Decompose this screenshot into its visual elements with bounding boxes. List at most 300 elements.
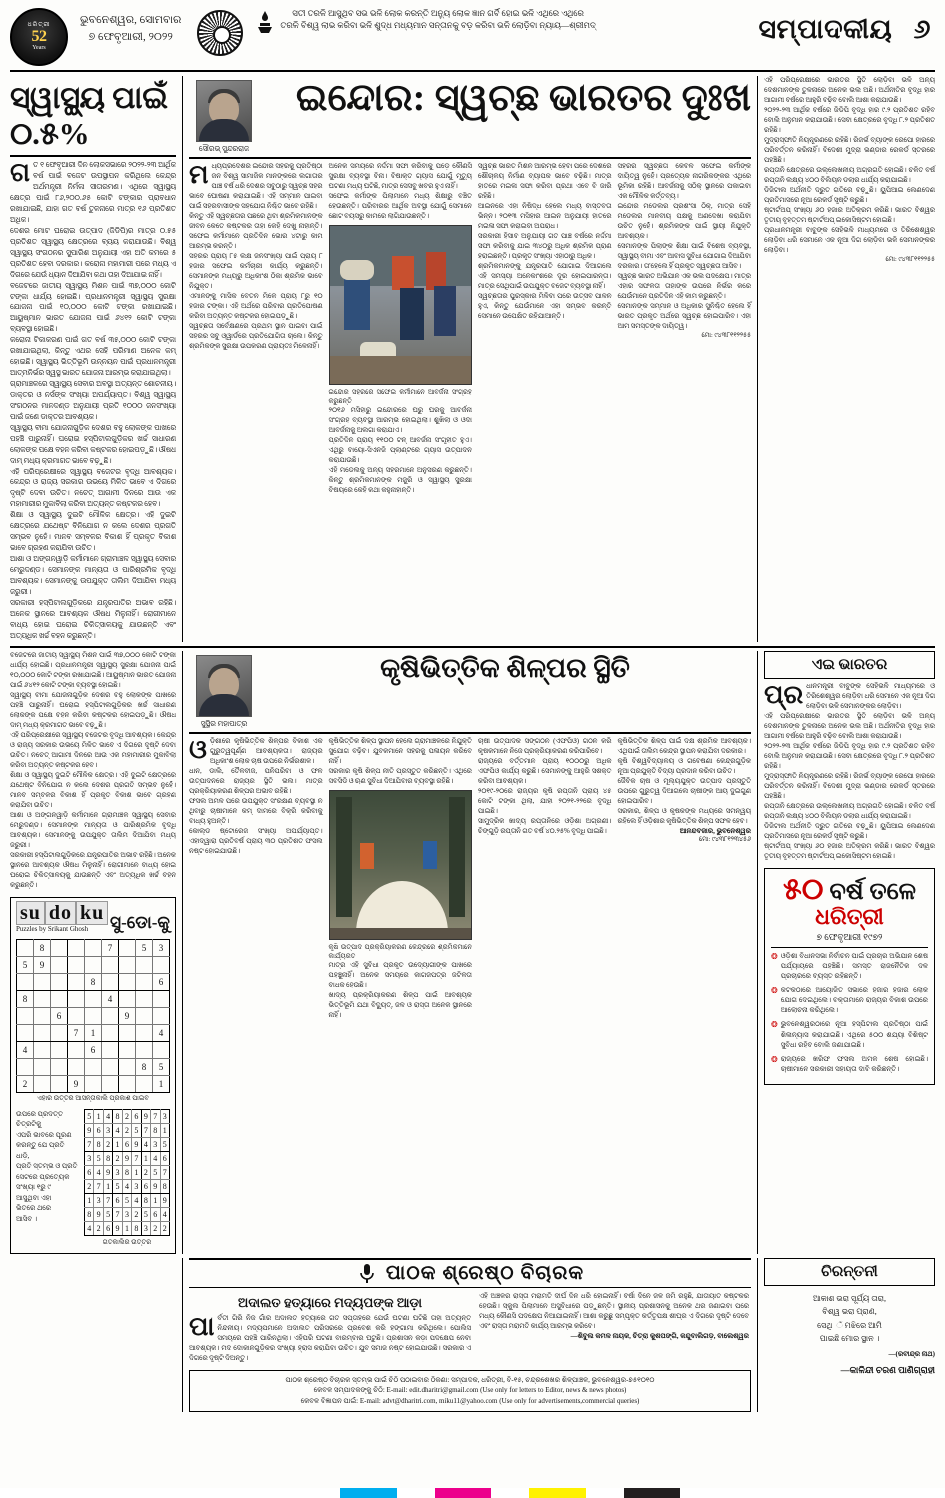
sudoku-sol-cell: 1 [132,1165,141,1179]
editorial-para-8: ଆଶା ଓ ଅଙ୍ଗନୱାଡ଼ି କର୍ମୀମାନେ ଗ୍ରାମାଞ୍ଚଳ ସ୍ୱାସ୍ଥ୍ୟ ସେବାର ମେରୁଦଣ୍ଡ। ସେମାନଙ୍କ ମାନ୍ୟତା ଓ ପାରିଶ୍ରମିକ ବୃଦ୍ଧି ଆବଶ୍ୟକ। ସେମାନଙ୍କୁ ଉପଯୁକ୍ତ ତାଲିମ ଦିଆଯିବା ମଧ୍ୟ ଜରୁରୀ। [10,554,176,596]
sudoku-sol-cell: 3 [103,1123,112,1137]
ei-para-1: ଏହି ପରିପ୍ରେକ୍ଷୀରେ ଭାରତର ସ୍ଥିତି ଲୋଡ଼ିବା ଭଳି ଅନ୍ୟ ଦେଶମାନଙ୍କ ତୁଳନାରେ ଅନେକ ଭଲ ଅଛି। ଅର୍ଥନୀତିର ବୃଦ୍ଧି ହାର ଆଗାମୀ ବର୍ଷରେ ଆହୁରି ବଢ଼ିବ ବୋଲି ଆଶା କରାଯାଉଛି। [764,712,935,740]
sudoku-cell[interactable] [34,1075,51,1092]
sudoku-cell[interactable] [136,1007,153,1024]
sudoku-cell[interactable] [51,1075,68,1092]
sudoku-cell[interactable] [68,990,85,1007]
agri-c1-p1: ଧାନ, ଡାଲି, ତୈଳବୀଜ, ପନିପରିବା ଓ ଫଳ ଉତ୍ପାଦନରେ ରାଜ୍ୟର ସ୍ଥିତି ଭଲ। ମାତ୍ର ପ୍ରକ୍ରିୟାକରଣ ଶିଳ୍ପର ଅଭାବ ରହିଛି। [189,767,323,795]
sudoku-cell[interactable] [136,1075,153,1092]
sudoku-sol-cell: 7 [113,1207,122,1221]
sudoku-sol-cell: 5 [122,1193,131,1207]
ei-para-5: ଡିଜିଟାଲ ଅର୍ଥନୀତି ଦ୍ରୁତ ଗତିରେ ବଢ଼ୁଛି। ୟୁପିଆଇ ଲେଣଦେଣ ପ୍ରତିମାସରେ ନୂଆ ରେକର୍ଡ ସୃଷ୍ଟି କରୁଛି। [764,822,935,840]
sudoku-cell[interactable] [17,939,34,956]
ei-para-2: ୨୦୨୨-୨୩ ଆର୍ଥିକ ବର୍ଷରେ ଜିଡିପି ବୃଦ୍ଧି ହାର ୯.୨ ପ୍ରତିଶତ ରହିବ ବୋଲି ଅନୁମାନ କରାଯାଉଛି। ସେବା କ୍ଷେତ୍ରରେ ବୃଦ୍ଧି ୮.୨ ପ୍ରତିଶତ ରହିଛି। [764,742,935,770]
sudoku-sol-cell: 1 [122,1221,131,1235]
agri-c2-p3: ଖାଦ୍ୟ ପ୍ରକ୍ରିୟାକରଣ ଶିଳ୍ପ ପାଇଁ ଆବଶ୍ୟକ ଭିତ୍ତିଭୂମି ଯଥା ବିଦ୍ୟୁତ୍, ଜଳ ଓ ରାସ୍ତା ଅନେକ ସ୍ଥାନରେ ନାହିଁ। [328,991,472,1019]
sudoku-cell[interactable]: 8 [17,990,34,1007]
sudoku-cell[interactable] [85,1058,102,1075]
sudoku-cell[interactable]: 6 [85,1041,102,1058]
sudoku-sol-cell: 5 [160,1137,170,1151]
sudoku-solution-grid [84,1109,170,1236]
editorial-para-5: ସ୍ୱାସ୍ଥ୍ୟ ବୀମା ଯୋଜନାଗୁଡ଼ିକ ଦେଶର ବହୁ ଲୋକଙ୍କ ପାଖରେ ପହଞ୍ଚି ପାରୁନାହିଁ। ଘରୋଇ ହସ୍ପିଟାଲଗୁଡ଼ିକର ଖର୍ଚ୍ଚ ସାଧାରଣ ଲୋକଙ୍କ ପକ୍ଷେ ବହନ କରିବା କଷ୍ଟକର ହୋଇପଡ଼ୁଛି। ଔଷଧ ଦାମ୍ ମଧ୍ୟ କ୍ରମାଗତ ଭାବେ ବଢ଼ୁଛି। [10,422,176,465]
editorial-headline: ସ୍ୱାସ୍ଥ୍ୟ ପାଇଁ ୦.୫% [10,80,168,151]
editorial-para-7: ଶିକ୍ଷା ଓ ସ୍ୱାସ୍ଥ୍ୟ ଦୁଇଟି ମୌଳିକ କ୍ଷେତ୍ର। ଏହି ଦୁଇଟି କ୍ଷେତ୍ରରେ ଯଥେଷ୍ଟ ବିନିଯୋଗ ନ କଲେ ଦେଶର ପ୍ରଗତି ସମ୍ଭବ ନୁହେଁ। ମାନବ ସମ୍ବଳର ବିକାଶ ହିଁ ପ୍ରକୃତ ବିକାଶ ଭାବେ ଗ୍ରହଣ କରାଯିବା ଉଚିତ। [10,510,176,553]
sudoku-sol-cell: 6 [151,1207,160,1221]
sudoku-sol-cell: 5 [85,1109,94,1123]
readers-header [189,1258,751,1288]
sudoku-cell[interactable] [102,956,119,973]
sudoku-cell[interactable] [119,1041,136,1058]
sudoku-cell[interactable] [34,1041,51,1058]
sudoku-cell[interactable] [136,956,153,973]
poem-line: ପାଇଛି ମୋର ସ୍ଥାନ । [819,1334,880,1344]
sudoku-sol-cell: 9 [151,1179,160,1193]
sudoku-cell[interactable]: 6 [51,1007,68,1024]
editorial-cont-3: ଶିକ୍ଷା ଓ ସ୍ୱାସ୍ଥ୍ୟ ଦୁଇଟି ମୌଳିକ କ୍ଷେତ୍ର। ଏହି ଦୁଇଟି କ୍ଷେତ୍ରରେ ଯଥେଷ୍ଟ ବିନିଯୋଗ ନ କଲେ ଦେଶର ପ୍ରଗତି ସମ୍ଭବ ନୁହେଁ। ମାନବ ସମ୍ବଳର ବିକାଶ ହିଁ ପ୍ରକୃତ ବିକାଶ ଭାବେ ଗ୍ରହଣ କରାଯିବା ଉଚିତ। [10,771,176,809]
bullet-icon: ❂ [771,1020,778,1030]
main-c1-p0: ମଧ୍ୟପ୍ରଦେଶର ଇନ୍ଦୋର ସହରକୁ ପ୍ରତିଷ୍ଠା ଜନ ବିଶ୍ୱ ସାମାଜିକ ମାନଙ୍କରେ ଲଗାତାର ପାଞ୍ଚ ବର୍ଷ ଧରି ଦେଶର ସବୁଠାରୁ ସ୍ୱଚ୍ଛ ସହର ଭାବେ ଘୋଷଣା କରାଯାଇଛି। ଏହି ସମ୍ମାନ ପାଇବା ପାଇଁ ସହରବାସୀଙ୍କ ସହଯୋଗ ନିଶ୍ଚିତ ଭାବେ ରହିଛି। [189,160,323,210]
fifty-years-date: ୭ ଫେବୃଆରୀ ୧୯୭୨ [816,931,883,942]
main-col-2 [329,162,472,496]
sudoku-sol-cell: 2 [141,1165,150,1179]
sudoku-sol-cell: 8 [85,1207,94,1221]
sudoku-sol-cell: 1 [141,1151,150,1165]
sudoku-sol-cell: 4 [122,1179,131,1193]
sudoku-cell[interactable] [51,973,68,990]
right-column [757,76,935,642]
sudoku-cell[interactable]: 2 [17,1075,34,1092]
poem-line: ଆକାଶ ଭରା ସୂର୍ଯ୍ୟ ତାରା, [812,1293,887,1303]
sudoku-sol-cell: 5 [94,1151,103,1165]
sudoku-cell[interactable]: 8 [34,939,51,956]
sudoku-cell[interactable] [119,990,136,1007]
sudoku-sol-cell: 3 [151,1137,160,1151]
right-top-p0: ଏହି ପରିପ୍ରେକ୍ଷୀରେ ଭାରତର ସ୍ଥିତି ଲୋଡ଼ିବା ଭଳି ଅନ୍ୟ ଦେଶମାନଙ୍କ ତୁଳନାରେ ଅନେକ ଭଲ ଅଛି। ଅର୍ଥନୀତିର ବୃଦ୍ଧି ହାର ଆଗାମୀ ବର୍ଷରେ ଆହୁରି ବଢ଼ିବ ବୋଲି ଆଶା କରାଯାଉଛି। [764,77,935,104]
editorial-cont-5: ସରକାରୀ ହସ୍ପିଟାଲଗୁଡ଼ିକରେ ଯନ୍ତ୍ରପାତିର ଅଭାବ ରହିଛି। ଅନେକ ସ୍ଥାନରେ ଆବଶ୍ୟକ ଔଷଧ ମିଳୁନାହିଁ। ରୋଗୀମାନେ ବାଧ୍ୟ ହୋଇ ଘରୋଇ ଚିକିତ୍ସାଳୟକୁ ଯାଉଛନ୍ତି ଏବଂ ଅତ୍ୟଧିକ ଖର୍ଚ୍ଚ ବହନ କରୁଛନ୍ତି। [10,851,176,889]
sudoku-cell[interactable]: 8 [85,973,102,990]
sudoku-sol-cell: 3 [141,1221,150,1235]
agri-col-1 [189,734,323,1021]
sudoku-odia-title: ସୁ-ଡୋ-କୁ [110,912,170,932]
editorial-para-1: ଦେଶର ମୋଟ ଘରୋଇ ଉତ୍ପାଦ (ଜିଡିପି)ର ମାତ୍ର ୦.୫୫ ପ୍ରତିଶତ ସ୍ୱାସ୍ଥ୍ୟ କ୍ଷେତ୍ରରେ ବ୍ୟୟ କରାଯାଉଛି। ବିଶ୍ୱ ସ୍ୱାସ୍ଥ୍ୟ ସଂଗଠନର ସୁପାରିଶ ଅନୁଯାୟୀ ଏହା ଅତି କମରେ ୫ ପ୍ରତିଶତ ହେବା ଦରକାର। କରୋନା ମହାମାରୀ ପରେ ମଧ୍ୟ ଏ ଦିଗରେ ଯେଉଁ ଧ୍ୟାନ ଦିଆଯିବା କଥା ତାହା ଦିଆଯାଇ ନାହିଁ। [10,225,176,279]
sudoku-sol-cell: 5 [141,1207,150,1221]
sudoku-cell[interactable] [34,990,51,1007]
sudoku-sol-cell: 2 [103,1137,112,1151]
ei-para-4: ରପ୍ତାନି କ୍ଷେତ୍ରରେ ଉଲ୍ଲେଖନୀୟ ଅଗ୍ରଗତି ହୋଇଛି। ଚଳିତ ବର୍ଷ ରପ୍ତାନି ଲକ୍ଷ୍ୟ ୪୦୦ ବିଲିୟନ ଡଲାର ଧାର୍ଯ୍ୟ କରାଯାଇଛି। [764,802,935,820]
sudoku-sol-cell: 5 [103,1207,112,1221]
sudoku-cell[interactable] [68,1007,85,1024]
sudoku-cell[interactable] [85,1007,102,1024]
agri-c4-p3: ସରକାର, ଶିଳ୍ପ ଓ କୃଷକଙ୍କ ମଧ୍ୟରେ ସମନ୍ୱୟ ରହିଲେ ହିଁ ଓଡ଼ିଶାର କୃଷିଭିତ୍ତିକ ଶିଳ୍ପ ସଫଳ ହେବ। [617,807,751,825]
sudoku-sol-cell: 3 [132,1179,141,1193]
sudoku-cell[interactable] [85,939,102,956]
sanskrit-line-2: ତରଳି ବିଶ୍ୱ ଲାଭ କରିବା ଭଳି ଶୁଦ୍ଧ ମଧ୍ୟମାନ ସନ୍ତାନକୁ ବଡ଼ କରିବା ଭଳି ଲୋଡ଼ିବା ନ୍ୟାୟ—ଶ୍ରୀମଦ୍ [280,21,596,31]
readers-title: ପାଠକ ଶ୍ରେଷ୍ଠ ବିଚାରକ [385,1261,585,1284]
right-top-p5: ଷ୍ଟାର୍ଟଅପ୍ ସଂଖ୍ୟା ୬୦ ହଜାର ଅତିକ୍ରମ କରିଛି। ଭାରତ ବିଶ୍ୱର ତୃତୀୟ ବୃହତ୍ତମ ଷ୍ଟାର୍ଟଅପ୍ ଇକୋସିଷ୍ଟମ ହୋଇଛି। [764,207,935,224]
agri-sign: ଆନନ୍ଦବଜାର, ଭୁବନେଶ୍ୱର [679,826,751,835]
sudoku-sol-cell: 1 [151,1193,160,1207]
agri-c4-p1: କୃଷି ବିଶ୍ୱବିଦ୍ୟାଳୟ ଓ ଗବେଷଣା କେନ୍ଦ୍ରଗୁଡ଼ିକ ନୂଆ ପ୍ରଯୁକ୍ତି ବିଦ୍ୟା ପ୍ରଦାନ କରିବା ଉଚିତ। [617,757,751,775]
sudoku-cell[interactable] [51,939,68,956]
ei-para-6: ଷ୍ଟାର୍ଟଅପ୍ ସଂଖ୍ୟା ୬୦ ହଜାର ଅତିକ୍ରମ କରିଛି। ଭାରତ ବିଶ୍ୱର ତୃତୀୟ ବୃହତ୍ତମ ଷ୍ଟାର୍ଟଅପ୍ ଇକୋସିଷ୍ଟମ ହୋଇଛି। [764,842,935,860]
poem-line: ସେଥି ଁ ମଝିରେ ଆମି [817,1320,882,1330]
sudoku-sol-cell: 9 [113,1221,122,1235]
print-color-bars [0,1488,945,1498]
sudoku-cell[interactable] [119,1058,136,1075]
logo-years: 52 [31,27,47,45]
main-c3-p4: ସ୍ୱଚ୍ଛତାର ପୁରସ୍କାର ମିଳିବା ପରେ ଉତ୍ସବ ପାଳନ ହୁଏ, କିନ୍ତୁ ଯେଉଁମାନେ ଏହା ସମ୍ଭବ କରନ୍ତି ସେମାନେ ଉପେକ୍ଷିତ ରହିଯାଆନ୍ତି। [477,293,612,320]
editorial-para-9: ସରକାରୀ ହସ୍ପିଟାଲଗୁଡ଼ିକରେ ଯନ୍ତ୍ରପାତିର ଅଭାବ ରହିଛି। ଅନେକ ସ୍ଥାନରେ ଆବଶ୍ୟକ ଔଷଧ ମିଳୁନାହିଁ। ରୋଗୀମାନେ ବାଧ୍ୟ ହୋଇ ଘରୋଇ ଚିକିତ୍ସାଳୟକୁ ଯାଉଛନ୍ତି ଏବଂ ଅତ୍ୟଧିକ ଖର୍ଚ୍ଚ ବହନ କରୁଛନ୍ତି। [10,597,176,640]
author-name: ସୌରଭ୍‌ ସୁନ୍ଦରରାଜ [198,144,250,153]
sudoku-cell[interactable] [102,1041,119,1058]
right-lower-column [757,651,935,1254]
sudoku-cell[interactable]: 5 [136,939,153,956]
sudoku-sol-cell: 2 [94,1221,103,1235]
fifty-years-label: ବର୍ଷ ତଳେ [829,878,916,905]
masthead [10,6,935,72]
letter-1-text: ପାର୍ବତୀ ଗିରି ନିଜ ଗାଁର ଅଦାଲତ ହତ୍ୟାରେ ଗତ ସପ୍ତାହରେ ଯେଉଁ ଘଟଣା ଘଟିଛି ତାହା ଅତ୍ୟନ୍ତ ନିନ୍ଦନୀୟ। ମଦ୍ୟପମାନେ ଅଦାଲତ ପରିସରରେ ପ୍ରବେଶ କରି ହଙ୍ଗାମା କରିଥିଲେ। ପୋଲିସ ସମୟରେ ପହଞ୍ଚି ପାରିନଥିଲା। ଏହିପରି ଘଟଣା ବାରମ୍ବାର ଘଟୁଛି। ପ୍ରଶାସନ କଡ଼ା ପଦକ୍ଷେପ ନେବା ଆବଶ୍ୟକ। ମଦ ଦୋକାନଗୁଡ଼ିକର ସଂଖ୍ୟା ହ୍ରାସ କରାଯିବା ଉଚିତ। ଯୁବ ସମାଜ ନଷ୍ଟ ହୋଇଯାଉଛି। ସରକାର ଏ ଦିଗରେ ଦୃଷ୍ଟି ଦିଅନ୍ତୁ। [189,1311,471,1362]
sudoku-rule-line: ଉପରେ ପ୍ରଦତ୍ତ ଚିତ୍ରଟିକୁ [16,1109,63,1129]
main-c1-p1: କିନ୍ତୁ ଏହି ସ୍ୱଚ୍ଛତାର ପଛରେ ଥିବା ଶ୍ରମିକମାନଙ୍କ ଜୀବନ କେତେ କଷ୍ଟକର ତାହା କେହି ଦେଖୁ ନାହାନ୍ତି। ସଫେଇ କର୍ମୀମାନେ ପ୍ରତିଦିନ ଭୋର ୪ଟାରୁ କାମ ଆରମ୍ଭ କରନ୍ତି। [189,213,323,250]
sudoku-cell[interactable] [153,956,170,973]
sudoku-cell[interactable] [68,1041,85,1058]
letter-2-sign: —ଶିବୁଲ କମଳ ନାୟକ, ଚିତ୍ରା କୁଶପଙ୍ଗି, କନ୍ଦୁବାଲିଗଡ଼, ବାଲେଶ୍ୱର [570,1331,749,1340]
sudoku-sol-cell: 7 [94,1179,103,1193]
editorial-cont-2: ଏହି ପରିପ୍ରେକ୍ଷୀରେ ସ୍ୱାସ୍ଥ୍ୟ ବଜେଟର ବୃଦ୍ଧି ଆବଶ୍ୟକ। କେନ୍ଦ୍ର ଓ ରାଜ୍ୟ ସରକାର ଉଭୟେ ମିଳିତ ଭାବେ ଏ ଦିଗରେ ଦୃଷ୍ଟି ଦେବା ଉଚିତ। ନଚେତ୍ ଆଗାମୀ ଦିନରେ ଆଉ ଏକ ମହାମାରୀର ମୁକାବିଲା କରିବା ଅତ୍ୟନ୍ତ କଷ୍ଟକର ହେବ। [10,731,176,769]
sudoku-cell[interactable] [119,956,136,973]
logo-brand: ଧରିତ୍ରୀ [27,22,51,29]
sudoku-cell[interactable]: 4 [17,1041,34,1058]
agri-c4-p2: ଜୈବିକ ଚାଷ ଓ ମୂଲ୍ୟଯୁକ୍ତ ଉତ୍ପାଦ ପ୍ରସ୍ତୁତି ଉପରେ ଗୁରୁତ୍ୱ ଦିଆଗଲେ ଚାଷୀଙ୍କ ଆୟ ଦୁଇଗୁଣ ହୋଇପାରିବ। [617,777,751,805]
sudoku-cell[interactable] [119,1024,136,1041]
sudoku-cell[interactable] [51,1058,68,1075]
agri-c2-p1: ସରକାର କୃଷି ଶିଳ୍ପ ନୀତି ପ୍ରସ୍ତୁତ କରିଛନ୍ତି। ଏଥିରେ ସବସିଡି ଓ ଋଣ ସୁବିଧା ଦିଆଯିବାର ବ୍ୟବସ୍ଥା ରହିଛି। [328,767,472,785]
agri-contact: ମୋ: ୯୪୩୮୧୨୩୪୫୬ [698,835,751,843]
sudoku-sol-cell: 4 [103,1109,112,1123]
microphone-icon [356,1262,378,1284]
sudoku-cell[interactable]: 9 [68,1075,85,1092]
main-c4-p2: ସେମାନଙ୍କ ପିଲାଙ୍କ ଶିକ୍ଷା ପାଇଁ ବିଶେଷ ବ୍ୟବସ୍ଥା, ସ୍ୱାସ୍ଥ୍ୟ ବୀମା ଏବଂ ଆବାସ ସୁବିଧା ଯୋଗାଇ ଦିଆଯିବା ଦରକାର। ତା'ହେଲେ ହିଁ ପ୍ରକୃତ ସ୍ୱଚ୍ଛତା ଆସିବ। [617,243,751,270]
sudoku-sol-cell: 5 [151,1165,160,1179]
editorial-cont-4: ଆଶା ଓ ଅଙ୍ଗନୱାଡ଼ି କର୍ମୀମାନେ ଗ୍ରାମାଞ୍ଚଳ ସ୍ୱାସ୍ଥ୍ୟ ସେବାର ମେରୁଦଣ୍ଡ। ସେମାନଙ୍କ ମାନ୍ୟତା ଓ ପାରିଶ୍ରମିକ ବୃଦ୍ଧି ଆବଶ୍ୟକ। ସେମାନଙ୍କୁ ଉପଯୁକ୍ତ ତାଲିମ ଦିଆଯିବା ମଧ୍ୟ ଜରୁରୀ। [10,811,176,849]
main-article-contact: ମୋ: ୯୪୩୮୧୧୨୨୫୫ [701,332,751,339]
editorial-para-4: ଗ୍ରାମାଞ୍ଚଳରେ ସ୍ୱାସ୍ଥ୍ୟ ସେବାର ଅବସ୍ଥା ଅତ୍ୟନ୍ତ ଶୋଚନୀୟ। ଡାକ୍ତର ଓ ନର୍ସଙ୍କ ସଂଖ୍ୟା ଅପର୍ଯ୍ୟାପ୍ତ। ବିଶ୍ୱ ସ୍ୱାସ୍ଥ୍ୟ ସଂଗଠନର ମାନଦଣ୍ଡ ଅନୁଯାୟୀ ପ୍ରତି ୧୦୦୦ ଜନସଂଖ୍ୟା ପାଇଁ ଜଣେ ଡାକ୍ତର ଆବଶ୍ୟକ। [10,379,176,421]
sudoku-cell[interactable] [102,1007,119,1024]
agri-author-name: ସୁସ୍ଥିର ମହାପାତ୍ର [200,718,248,728]
sudoku-cell[interactable] [102,1075,119,1092]
sudoku-sol-cell: 1 [103,1179,112,1193]
sudoku-cell[interactable] [17,973,34,990]
sudoku-rule-line: ଆସିବ । [16,1214,38,1223]
sudoku-rule-line: କରନ୍ତୁ ଯେ ପ୍ରତି ଧାଡ଼ି, [16,1141,65,1160]
agri-c2-p2: ମାତ୍ର ଏହି ସୁବିଧା ପ୍ରକୃତ ଉଦ୍ୟୋଗୀଙ୍କ ପାଖରେ ପହଞ୍ଚୁନାହିଁ। ଅନେକ ସମୟରେ କାଗଜପତ୍ର ଜଟିଳତା ବାଧକ ହେଉଛି। [328,961,472,989]
letter-2-text: ଏହି ଅଞ୍ଚଳର ରାସ୍ତା ମରାମତି ଦୀର୍ଘ ଦିନ ଧରି ହୋଇନାହିଁ। ବର୍ଷା ଦିନେ ଜଳ ଜମି ରହୁଛି, ଯାତାୟାତ କଷ୍ଟକର ହେଉଛି। ସ୍କୁଲ ପିଲାମାନେ ଅସୁବିଧାରେ ପଡ଼ୁଛନ୍ତି। ସ୍ଥାନୀୟ ପ୍ରଶାସନକୁ ଅନେକ ଥର ଜଣାଇବା ପରେ ମଧ୍ୟ କୌଣସି ପଦକ୍ଷେପ ନିଆଯାଇନାହିଁ। ଆଶା କରୁଛୁ ସମ୍ପୃକ୍ତ କର୍ତ୍ତୃପକ୍ଷ ଶୀଘ୍ର ଏ ଦିଗରେ ଦୃଷ୍ଟି ଦେବେ ଏବଂ ରାସ୍ତା ମରାମତି କାର୍ଯ୍ୟ ଆରମ୍ଭ କରିବେ। [479,1292,749,1330]
sudoku-solution-label: ଗତକାଲିର ଉତ୍ତର [102,1238,152,1246]
sudoku-sol-cell: 6 [94,1123,103,1137]
sudoku-cell[interactable] [119,1075,136,1092]
sudoku-cell[interactable] [153,1007,170,1024]
sudoku-cell[interactable]: 9 [34,956,51,973]
sudoku-cell[interactable] [153,990,170,1007]
sudoku-cell[interactable] [51,1024,68,1041]
sudoku-cell[interactable] [102,1024,119,1041]
editorial-para-6: ଏହି ପରିପ୍ରେକ୍ଷୀରେ ସ୍ୱାସ୍ଥ୍ୟ ବଜେଟର ବୃଦ୍ଧି ଆବଶ୍ୟକ। କେନ୍ଦ୍ର ଓ ରାଜ୍ୟ ସରକାର ଉଭୟେ ମିଳିତ ଭାବେ ଏ ଦିଗରେ ଦୃଷ୍ଟି ଦେବା ଉଚିତ। ନଚେତ୍ ଆଗାମୀ ଦିନରେ ଆଉ ଏକ ମହାମାରୀର ମୁକାବିଲା କରିବା ଅତ୍ୟନ୍ତ କଷ୍ଟକର ହେବ। [10,466,176,509]
sudoku-sol-cell: 7 [141,1123,150,1137]
sudoku-logo-ku: ku [76,901,108,925]
ei-para-3: ମୁଦ୍ରାସ୍ଫୀତି ନିୟନ୍ତ୍ରଣରେ ରହିଛି। ରିଜର୍ଭ ବ୍ୟାଙ୍କ ରେପୋ ହାରରେ ପରିବର୍ତ୍ତନ କରିନାହିଁ। ବିଦେଶୀ ମୁଦ୍ରା ଭଣ୍ଡାର ରେକର୍ଡ ସ୍ତରରେ ପହଞ୍ଚିଛି। [764,772,935,800]
sudoku-sol-cell: 1 [113,1137,122,1151]
sudoku-cell[interactable]: 4 [153,1024,170,1041]
agri-c3-p2: ୨୦୧୯-୨୦ରେ ରାଜ୍ୟର କୃଷି ରପ୍ତାନି ପ୍ରାୟ ୪୫ କୋଟି ଟଙ୍କା ଥିଲା, ଯାହା ୨୦୨୧-୨୨ରେ ବୃଦ୍ଧି ପାଇଛି। [477,787,612,815]
sudoku-cell[interactable] [34,973,51,990]
sudoku-cell[interactable] [102,1058,119,1075]
sanskrit-line-1: ସତୀ ତରଳି ଆସୁଥିବ ସଭ ଭଳି ଲୋକ କରନ୍ତି ଅନ୍ୟୁ ଲୋକ ଜ୍ଞାନ ଗର୍ବି ହୋଇ ଭଳି ଏଥିରେ ଏଥିରେ [292,9,584,18]
dateline [68,6,191,45]
readers-section [182,1258,757,1413]
poem-attrib-2: —କାଳିନ୍ଦୀ ଚରଣ ପାଣିଗ୍ରାହୀ [840,1364,935,1375]
sudoku-cell[interactable] [34,1058,51,1075]
sudoku-cell[interactable]: 6 [153,973,170,990]
main-c2-p4: ଏହି ମଡେଲକୁ ଅନ୍ୟ ସହରମାନେ ଅନୁସରଣ କରୁଛନ୍ତି। କିନ୍ତୁ ଶ୍ରମିକମାନଙ୍କ ମଜୁରି ଓ ସ୍ୱାସ୍ଥ୍ୟ ସୁରକ୍ଷା ବିଷୟରେ କେହି କଥା କହୁନାହାନ୍ତି। [328,467,472,495]
dateline-place: ଭୁବନେଶ୍ୱର, ସୋମବାର [80,14,182,26]
sudoku-cell[interactable] [136,973,153,990]
main-c3-p0: ସ୍ୱଚ୍ଛ ଭାରତ ମିଶନ ଆରମ୍ଭ ହେବା ପରେ ଦେଶରେ ଶୌଚାଳୟ ନିର୍ମାଣ ବ୍ୟାପକ ଭାବେ ବଢ଼ିଛି। ମାତ୍ର ହାତରେ ମଇଳା ସଫା କରିବା ପ୍ରଥା ଏବେ ବି ଜାରି ରହିଛି। [477,163,612,200]
letter-1-title: ଅଦାଲତ ହତ୍ୟାରେ ମଦ୍ୟପଙ୍କ ଆଡ଼ା [237,1294,423,1310]
sudoku-cell[interactable] [68,956,85,973]
contact-line-email-ads[interactable]: କେବଳ ବିଜ୍ଞାପନ ପାଇଁ: E-mail: advt@dharitri.com, miku11@yahoo.com (Use only for advertisements,commercial queries) [300,1397,640,1406]
main-col-4 [617,162,751,496]
sudoku-rules [16,1109,78,1247]
contact-line-email-editor[interactable]: କେବଳ ସମ୍ପାଦକଙ୍କୁ ଚିଠି: E-mail: edit.dharitri@gmail.com (Use only for letters to Editor, news & news photos) [313,1386,627,1395]
author-block [189,76,259,154]
sudoku-sol-cell: 4 [160,1207,170,1221]
sudoku-sol-cell: 6 [141,1179,150,1193]
sudoku-cell[interactable] [17,1058,34,1075]
right-top-p1: ୨୦୨୨-୨୩ ଆର୍ଥିକ ବର୍ଷରେ ଜିଡିପି ବୃଦ୍ଧି ହାର ୯.୨ ପ୍ରତିଶତ ରହିବ ବୋଲି ଅନୁମାନ କରାଯାଉଛି। ସେବା କ୍ଷେତ୍ରରେ ବୃଦ୍ଧି ୮.୨ ପ୍ରତିଶତ ରହିଛି। [764,107,935,134]
sudoku-sol-cell: 2 [151,1221,160,1235]
fifty-years-heading [771,872,928,929]
agri-col-2 [329,737,472,1021]
sudoku-cell[interactable]: 3 [153,939,170,956]
agri-photo-caption: କୃଷି ଉତ୍ପାଦ ପ୍ରକ୍ରିୟାକରଣ କେନ୍ଦ୍ରରେ ଶ୍ରମିକମାନେ କାର୍ଯ୍ୟରତ [328,943,472,960]
main-c3-p2: ସରକାରୀ ହିସାବ ଅନୁଯାୟୀ ଗତ ପାଞ୍ଚ ବର୍ଷରେ ନର୍ଦ୍ଦମା ସଫା କରିବାକୁ ଯାଇ ୩୪୦ରୁ ଅଧିକ ଶ୍ରମିକ ପ୍ରାଣ ହରାଇଛନ୍ତି। ପ୍ରକୃତ ସଂଖ୍ୟା ଏହାଠାରୁ ଅଧିକ। [477,233,612,260]
main-article-photo [329,225,472,385]
sudoku-cell[interactable] [68,939,85,956]
main-article [182,76,757,642]
ei-bharatara-title: ଏଇ ଭାରତର [811,656,888,673]
sudoku-cell[interactable] [17,1007,34,1024]
right-top-contact: ମୋ: ୯୪୩୮୧୧୨୨୫୫ [885,256,935,263]
ei-para-0: ପ୍ରଧାନମନ୍ତ୍ରୀ ବାବୁଙ୍କ ସେହିଭଳି ମାଧ୍ୟମରେ ଓ ତିରିଶେଶ୍ୱର ଲୋଡ଼ିବା ଧରି ସେମାନେ ଏକ ନୂଆ ଦିଗ ଲୋଡ଼ିବା ଭଳି ସେମାନଙ୍କର ଲୋଡ଼ିବା। [764,679,935,710]
sudoku-cell[interactable] [136,990,153,1007]
sudoku-sol-cell: 8 [132,1221,141,1235]
sudoku-cell[interactable] [85,956,102,973]
main-col-3 [478,162,612,496]
agri-c1-p0: ଓଡ଼ିଶାରେ କୃଷିଭିତ୍ତିକ ଶିଳ୍ପର ବିକାଶ ଏକ ଗୁରୁତ୍ୱପୂର୍ଣ୍ଣ ଆବଶ୍ୟକତା। ରାଜ୍ୟର ଅଧିକାଂଶ ଲୋକ ଚାଷ ଉପରେ ନିର୍ଭରଶୀଳ। [189,734,323,765]
sudoku-cell[interactable]: 9 [119,1007,136,1024]
sudoku-note: ଏହାର ଉତ୍ତର ଆସନ୍ତାକାଲି ପ୍ରକାଶ ପାଇବ [37,1094,149,1102]
sudoku-cell[interactable] [136,1024,153,1041]
sudoku-cell[interactable] [68,1058,85,1075]
right-top-p6: ପ୍ରଧାନମନ୍ତ୍ରୀ ବାବୁଙ୍କ ସେହିଭଳି ମାଧ୍ୟମରେ ଓ ତିରିଶେଶ୍ୱର ଲୋଡ଼ିବା ଧରି ସେମାନେ ଏକ ନୂଆ ଦିଗ ଲୋଡ଼ିବା ଭଳି ସେମାନଙ୍କର ଲୋଡ଼ିବା। [764,227,935,254]
sudoku-sol-cell: 4 [94,1165,103,1179]
sudoku-cell[interactable]: 1 [85,1024,102,1041]
editorial-column [10,76,182,642]
author-photo [196,80,252,142]
section-title-text: ସମ୍ପାଦକୀୟ [758,14,893,44]
dharitri-logo [10,8,68,66]
sudoku-sol-cell: 2 [122,1123,131,1137]
main-c3-p1: ଆଇନରେ ଏହା ନିଷିଦ୍ଧ ହେଲେ ମଧ୍ୟ ବାସ୍ତବତା ଭିନ୍ନ। ୨୦୧୩ ମସିହାର ଆଇନ ଅନୁଯାୟୀ ହାତରେ ମଇଳା ସଫା କରାଇବା ଅପରାଧ। [477,203,612,230]
agri-c3-p3: ସାମୁଦ୍ରିକ ଖାଦ୍ୟ ରପ୍ତାନିରେ ଓଡ଼ିଶା ଅଗ୍ରଣୀ। ଚିଙ୍ଗୁଡ଼ି ରପ୍ତାନି ଗତ ବର୍ଷ ୪୦.୨୫% ବୃଦ୍ଧି ପାଇଛି। [477,817,612,835]
sudoku-cell[interactable] [17,1024,34,1041]
editorial-para-2: ବଜେଟରେ ଜାତୀୟ ସ୍ୱାସ୍ଥ୍ୟ ମିଶନ ପାଇଁ ୩୭,୦୦୦ କୋଟି ଟଙ୍କା ଧାର୍ଯ୍ୟ ହୋଇଛି। ପ୍ରଧାନମନ୍ତ୍ରୀ ସ୍ୱାସ୍ଥ୍ୟ ସୁରକ୍ଷା ଯୋଜନା ପାଇଁ ୧୦,୦୦୦ କୋଟି ଟଙ୍କା ରଖାଯାଇଛି। ଆୟୁଷ୍ମାନ ଭାରତ ଯୋଜନା ପାଇଁ ୬୪୧୨ କୋଟି ଟଙ୍କା ବ୍ୟବସ୍ଥା ହୋଇଛି। [10,280,176,334]
sudoku-sol-cell: 9 [160,1193,170,1207]
poem-line: ବିଶ୍ୱ ଭରା ପ୍ରାଣ, [822,1307,877,1317]
contact-line: ପାଠକ ଶ୍ରେଷ୍ଠ ବିଚାରକ ସ୍ତମ୍ଭ ପାଇଁ ଚିଠି ପଠାଇବାର ଠିକଣା: ସମ୍ପାଦକ, ଧରିତ୍ରୀ, ବି-୧୫, ଚନ୍ଦ୍ରଶେଖର ଶିଳ୍ପାଞ୍ଚଳ, ଭୁବନେଶ୍ୱର-୭୫୧୦୧୦ [285,1375,655,1384]
agri-col-4 [617,737,751,1021]
sudoku-sol-cell: 7 [132,1151,141,1165]
sudoku-cell[interactable] [51,956,68,973]
sudoku-cell[interactable] [153,1041,170,1058]
sudoku-sol-cell: 3 [113,1165,122,1179]
sudoku-sol-cell: 9 [94,1207,103,1221]
chirantani-box [764,1258,935,1286]
main-c2-p1: ସଫେଇ କର୍ମୀଙ୍କ ପିଲାମାନେ ମଧ୍ୟ ଶିକ୍ଷାରୁ ବଞ୍ଚିତ ହେଉଛନ୍ତି। ପରିବାରର ଆର୍ଥିକ ଅବସ୍ଥା ଯୋଗୁଁ ସେମାନେ ଛୋଟ ବୟସରୁ କାମରେ ଲାଗିଯାଉଛନ୍ତି। [328,193,472,220]
sudoku-cell[interactable] [34,1007,51,1024]
sudoku-cell[interactable] [85,990,102,1007]
agri-headline: କୃଷିଭିତ୍ତିକ ଶିଳ୍ପର ସ୍ଥିତି [380,652,630,683]
main-c3-p3: ଶ୍ରମିକମାନଙ୍କୁ ଯନ୍ତ୍ରପାତି ଯୋଗାଇ ଦିଆଗଲେ ଏହି ସମସ୍ୟା ଅନେକାଂଶରେ ଦୂର ହୋଇପାରନ୍ତା। ମାତ୍ର ସେଥିପାଇଁ ଉପଯୁକ୍ତ ବଜେଟ ବ୍ୟବସ୍ଥା ନାହିଁ। [477,263,612,290]
sudoku-cell[interactable] [34,1024,51,1041]
fifty-years-item: କଟକଠାରେ ଆୟୋଜିତ ସଭାରେ ହଜାର ହଜାର ଲୋକ ଯୋଗ ଦେଇଥିଲେ। ବକ୍ତାମାନେ ରାଜ୍ୟର ବିକାଶ ଉପରେ ଆଲୋଚନା କରିଥିଲେ। [780,985,928,1015]
left-lower-column [10,651,182,1254]
sudoku-sol-cell: 2 [122,1109,131,1123]
sudoku-rule-line: ଏପରି ଭାବରେ ପୂରଣ [16,1130,72,1139]
sudoku-sol-cell: 9 [132,1137,141,1151]
sudoku-cell[interactable]: 1 [153,1075,170,1092]
sudoku-cell[interactable] [119,939,136,956]
agri-c4-p0: କୃଷିଭିତ୍ତିକ ଶିଳ୍ପ ପାଇଁ ଦକ୍ଷ ଶ୍ରମିକ ଆବଶ୍ୟକ। ଏଥିପାଇଁ ତାଲିମ କେନ୍ଦ୍ର ସ୍ଥାପନ କରାଯିବା ଦରକାର। [617,737,751,755]
sudoku-sol-cell: 3 [94,1193,103,1207]
sudoku-cell[interactable] [68,973,85,990]
sudoku-widget [10,897,176,1254]
main-col-1 [189,162,323,496]
sudoku-cell[interactable] [51,990,68,1007]
sudoku-cell[interactable]: 4 [102,990,119,1007]
fifty-years-item: ରାଜ୍ୟରେ ଖରିଫ ଫସଲ ଅମଳ ଶେଷ ହୋଇଛି। ଚାଷୀମାନେ ସରକାରୀ ସହାୟତା ଦାବି କରିଛନ୍ତି। [780,1054,928,1073]
fifty-years-ago-box [764,868,935,1086]
main-headline: ଇନ୍ଦୋର: ସ୍ୱଚ୍ଛ ଭାରତର ଦୁଃଖ [295,77,751,119]
sudoku-rule-line: ଆସୁଥିବା ଏହା [16,1193,52,1202]
bottom-left-spacer [10,1258,182,1413]
sudoku-cell[interactable] [85,1075,102,1092]
main-c1-p4: ସ୍ୱଚ୍ଛତା ସର୍ବେକ୍ଷଣରେ ପ୍ରଥମ ସ୍ଥାନ ପାଇବା ପାଇଁ ସହରର ସବୁ ଓ୍ୱାର୍ଡରେ ପ୍ରତିଯୋଗିତା ଚାଲେ। କିନ୍ତୁ ଶ୍ରମିକଙ୍କ ସୁରକ୍ଷା ଉପକରଣ ପ୍ରାୟତଃ ମିଳେନାହିଁ। [189,323,323,350]
main-c1-p2: ସହରର ପ୍ରାୟ ୮୫ ଲକ୍ଷ ଜନସଂଖ୍ୟା ପାଇଁ ପ୍ରାୟ ୮ ହଜାର ସଫେଇ କର୍ମଚାରୀ କାର୍ଯ୍ୟ କରୁଛନ୍ତି। ସେମାନଙ୍କ ମଧ୍ୟରୁ ଅଧିକାଂଶ ଠିକା ଶ୍ରମିକ ଭାବେ ନିଯୁକ୍ତ। [189,253,323,290]
konark-wheel-icon [197,10,243,56]
sudoku-sol-cell: 6 [132,1109,141,1123]
bullet-icon: ❂ [771,951,778,961]
sudoku-rule-line: ଭିତରେ ଥରେ [16,1204,52,1213]
sudoku-cell[interactable] [136,1041,153,1058]
editorial-para-3: କରୋନା ଟିକାକରଣ ପାଇଁ ଗତ ବର୍ଷ ୩୫,୦୦୦ କୋଟି ଟଙ୍କା ରଖାଯାଇଥିଲା, କିନ୍ତୁ ଏଥର ସେହି ପରିମାଣ ଅନେକ କମ୍ ହୋଇଛି। ସ୍ୱାସ୍ଥ୍ୟ ଭିତ୍ତିଭୂମି ଉନ୍ନୟନ ପାଇଁ ପ୍ରଧାନମନ୍ତ୍ରୀ ଆତ୍ମନିର୍ଭର ସ୍ୱସ୍ଥ ଭାରତ ଯୋଜନା ଆରମ୍ଭ କରାଯାଇଥିଲା। [10,335,176,378]
sudoku-sol-cell: 2 [85,1179,94,1193]
sudoku-cell[interactable]: 8 [136,1058,153,1075]
sudoku-sol-cell: 6 [113,1193,122,1207]
sudoku-cell[interactable]: 7 [102,939,119,956]
sudoku-sol-cell: 6 [160,1151,170,1165]
chirantani-title: ଚିରନ୍ତନୀ [821,1263,878,1280]
editorial-para-0: ଗତ ୧ ଫେବୃଆରୀ ଦିନ ଲୋକସଭାରେ ୨୦୨୨-୨୩ ଆର୍ଥିକ ବର୍ଷ ପାଇଁ ବଜେଟ ଉପସ୍ଥାପନ କରିଥିଲେ କେନ୍ଦ୍ର ଅର୍ଥମନ୍ତ୍ରୀ ନିର୍ମଳା ସୀତାରମଣ। ଏଥିରେ ସ୍ୱାସ୍ଥ୍ୟ କ୍ଷେତ୍ର ପାଇଁ ୮୬,୨୦୦.୬୫ କୋଟି ଟଙ୍କାର ପ୍ରାବଧାନ ରଖାଯାଇଛି, ଯାହା ଗତ ବର୍ଷ ତୁଳନାରେ ମାତ୍ର ୧୬ ପ୍ରତିଶତ ଅଧିକ। [10,158,176,224]
sudoku-sol-cell: 8 [160,1179,170,1193]
contact-box [189,1370,751,1413]
editorial-cont-1: ସ୍ୱାସ୍ଥ୍ୟ ବୀମା ଯୋଜନାଗୁଡ଼ିକ ଦେଶର ବହୁ ଲୋକଙ୍କ ପାଖରେ ପହଞ୍ଚି ପାରୁନାହିଁ। ଘରୋଇ ହସ୍ପିଟାଲଗୁଡ଼ିକର ଖର୍ଚ୍ଚ ସାଧାରଣ ଲୋକଙ୍କ ପକ୍ଷେ ବହନ କରିବା କଷ୍ଟକର ହୋଇପଡ଼ୁଛି। ଔଷଧ ଦାମ୍ ମଧ୍ୟ କ୍ରମାଗତ ଭାବେ ବଢ଼ୁଛି। [10,691,176,729]
agri-c1-p3: କୋଲ୍ଡ ଷ୍ଟୋରେଜ ସଂଖ୍ୟା ଅପର୍ଯ୍ୟାପ୍ତ। ଏହାଦ୍ୱାରା ପ୍ରତିବର୍ଷ ପ୍ରାୟ ୩୦ ପ୍ରତିଶତ ଫସଲ ନଷ୍ଟ ହୋଇଯାଉଛି। [189,827,323,855]
dateline-date: ୭ ଫେବୃଆରୀ, ୨୦୨୨ [88,30,173,43]
fifty-years-item: ଭୁବନେଶ୍ୱରଠାରେ ନୂଆ ହସ୍ପିଟାଲ ପ୍ରତିଷ୍ଠା ପାଇଁ ଶିଳାନ୍ୟାସ କରାଯାଇଛି। ଏଥିରେ ୫୦୦ ଶଯ୍ୟା ବିଶିଷ୍ଟ ସୁବିଧା ରହିବ ବୋଲି ଜଣାଯାଇଛି। [780,1020,928,1049]
main-c1-p3: ଏମାନଙ୍କୁ ମାସିକ ବେତନ ମିଳେ ପ୍ରାୟ ୮ରୁ ୧୦ ହଜାର ଟଙ୍କା। ଏହି ଅର୍ଥରେ ପରିବାର ପ୍ରତିପୋଷଣ କରିବା ଅତ୍ୟନ୍ତ କଷ୍ଟକର ହୋଇପଡ଼ୁଛି। [189,293,323,320]
main-c4-p3: ସ୍ୱଚ୍ଛ ଭାରତ ଅଭିଯାନ ଏକ ଭଲ ପଦକ୍ଷେପ। ମାତ୍ର ଏହାର ସଫଳତା ତାହାଙ୍କ ଉପରେ ନିର୍ଭର କରେ ଯେଉଁମାନେ ପ୍ରତିଦିନ ଏହି କାମ କରୁଛନ୍ତି। [617,273,751,300]
sudoku-sol-cell: 3 [122,1207,131,1221]
sudoku-sol-cell: 4 [132,1193,141,1207]
agri-article-photo [329,790,472,940]
fifty-years-number: ୫୦ [783,872,824,906]
sudoku-cell[interactable] [51,1041,68,1058]
agri-c3-p0: ଚାଷୀ ଉତ୍ପାଦକ ସଙ୍ଗଠନ (ଏଫପିଓ) ଗଠନ କରି କୃଷକମାନେ ନିଜେ ପ୍ରକ୍ରିୟାକରଣ କରିପାରିବେ। [477,737,612,755]
sudoku-sol-cell: 9 [103,1165,112,1179]
section-title [752,6,935,46]
sudoku-sol-cell: 8 [113,1109,122,1123]
sudoku-sol-cell: 8 [94,1137,103,1151]
letter-2 [479,1292,749,1364]
right-top-p3: ରପ୍ତାନି କ୍ଷେତ୍ରରେ ଉଲ୍ଲେଖନୀୟ ଅଗ୍ରଗତି ହୋଇଛି। ଚଳିତ ବର୍ଷ ରପ୍ତାନି ଲକ୍ଷ୍ୟ ୪୦୦ ବିଲିୟନ ଡଲାର ଧାର୍ଯ୍ୟ କରାଯାଇଛି। [764,167,935,184]
main-c4-p1: ଇନ୍ଦୋର ମଡେଲର ପ୍ରଶଂସା ଠିକ୍, ମାତ୍ର ସେହି ମଡେଲର ମାନବୀୟ ପକ୍ଷକୁ ଅଣଦେଖା କରାଯିବା ଉଚିତ ନୁହେଁ। ଶ୍ରମିକଙ୍କ ପାଇଁ ସ୍ଥାୟୀ ନିଯୁକ୍ତି ଆବଶ୍ୟକ। [617,203,751,240]
sudoku-cell[interactable]: 7 [68,1024,85,1041]
sudoku-cell[interactable] [119,973,136,990]
agri-author-block [189,651,259,729]
agri-col-3 [478,737,612,1021]
sudoku-cell[interactable] [102,973,119,990]
sudoku-logo [16,902,108,925]
poem-attrib-1: —(ରବୀନ୍ଦ୍ର ନାଥ) [888,1349,935,1358]
main-c4-p0: ସହରର ସ୍ୱଚ୍ଛତା କେବଳ ସଫେଇ କର୍ମୀଙ୍କ ଦାୟିତ୍ୱ ନୁହେଁ। ପ୍ରତ୍ୟେକ ନାଗରିକଙ୍କର ଏଥିରେ ଭୂମିକା ରହିଛି। ଆବର୍ଜନାକୁ ସଠିକ୍ ସ୍ଥାନରେ ପକାଇବା ଏକ ମୌଳିକ କର୍ତ୍ତବ୍ୟ। [617,163,751,200]
sudoku-cell[interactable]: 5 [17,956,34,973]
sudoku-sol-cell: 5 [113,1179,122,1193]
sudoku-sol-cell: 8 [141,1193,150,1207]
sudoku-sol-cell: 9 [122,1151,131,1165]
sudoku-sol-cell: 7 [160,1165,170,1179]
sudoku-sol-cell: 6 [103,1221,112,1235]
agri-c2-p0: କୃଷିଭିତ୍ତିକ ଶିଳ୍ପ ସ୍ଥାପନ ହେଲେ ଗ୍ରାମାଞ୍ଚଳରେ ନିଯୁକ୍ତି ସୁଯୋଗ ବଢ଼ିବ। ଯୁବକମାନେ ସହରକୁ ପଳାୟନ କରିବେ ନାହିଁ। [328,737,472,765]
agri-c3-p1: ରାଜ୍ୟରେ ବର୍ତ୍ତମାନ ପ୍ରାୟ ୧୦୦୦ରୁ ଅଧିକ ଏଫପିଓ କାର୍ଯ୍ୟ କରୁଛି। ସେମାନଙ୍କୁ ଆହୁରି ସଶକ୍ତ କରିବା ଆବଶ୍ୟକ। [477,757,612,785]
right-top-p2: ମୁଦ୍ରାସ୍ଫୀତି ନିୟନ୍ତ୍ରଣରେ ରହିଛି। ରିଜର୍ଭ ବ୍ୟାଙ୍କ ରେପୋ ହାରରେ ପରିବର୍ତ୍ତନ କରିନାହିଁ। ବିଦେଶୀ ମୁଦ୍ରା ଭଣ୍ଡାର ରେକର୍ଡ ସ୍ତରରେ ପହଞ୍ଚିଛି। [764,137,935,164]
sudoku-sol-cell: 6 [122,1137,131,1151]
ei-bharatara-box [764,651,935,679]
sudoku-sol-cell: 2 [160,1221,170,1235]
sudoku-sol-cell: 5 [132,1123,141,1137]
sudoku-cell[interactable]: 5 [153,1058,170,1075]
sudoku-grid[interactable] [16,939,170,1093]
sudoku-sol-cell: 2 [132,1207,141,1221]
sanskrit-verse [251,6,752,36]
sudoku-sol-cell: 3 [160,1109,170,1123]
sudoku-sol-cell: 3 [85,1151,94,1165]
main-photo-caption: ଇନ୍ଦୋର ସହରରେ ସଫେଇ କର୍ମୀମାନେ ଆବର୍ଜନା ସଂଗ୍ରହ କରୁଛନ୍ତି [328,389,472,406]
sudoku-sol-cell: 7 [151,1109,160,1123]
logo-years-label: Years [32,45,46,52]
lamp-icon [255,10,275,36]
bullet-icon: ❂ [771,1054,778,1064]
